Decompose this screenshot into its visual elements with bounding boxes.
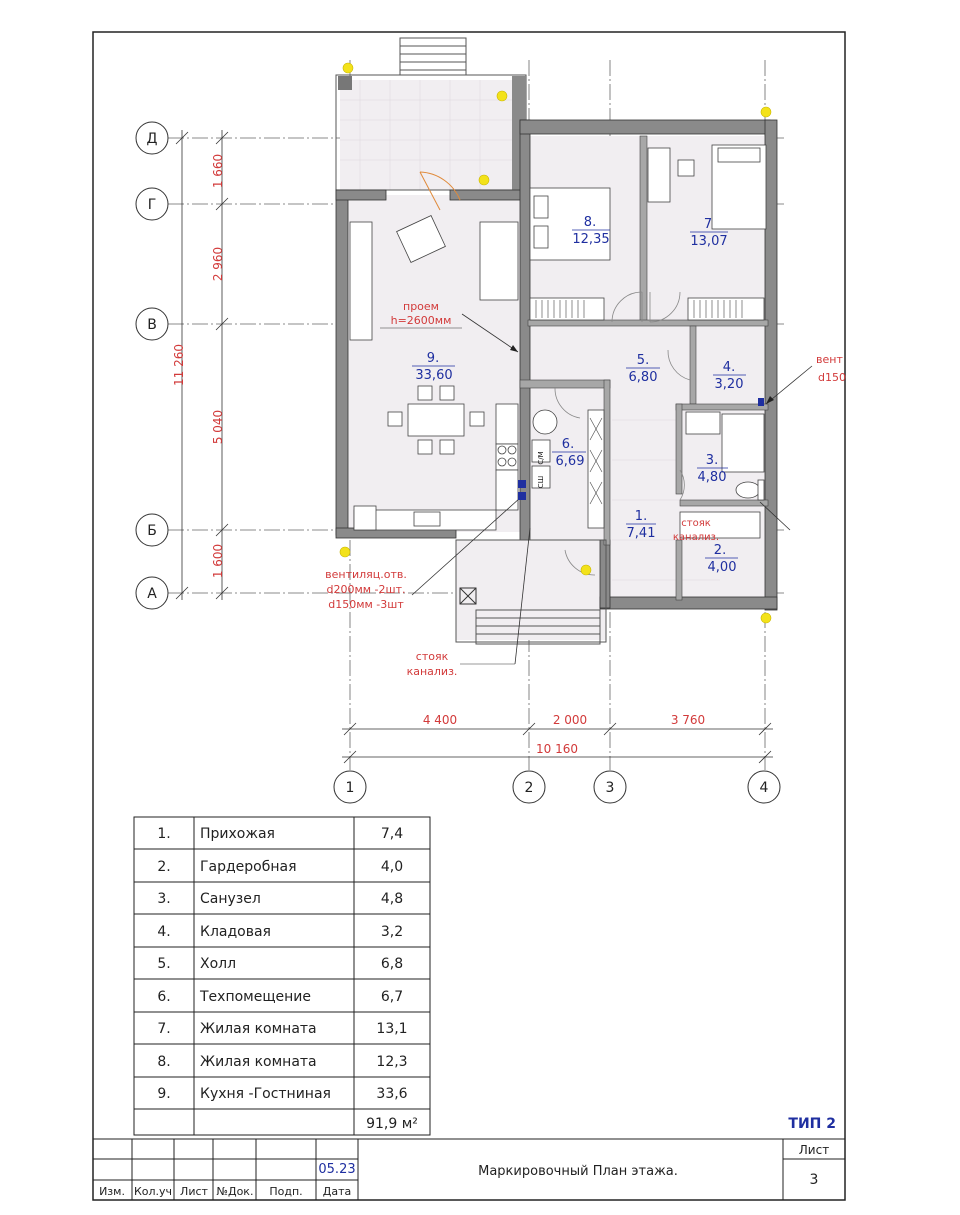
riser-note-line-2: канализ. [406,665,458,678]
schedule-row-3-area: 4,8 [380,891,404,907]
horizontal-dim-1: 4 400 [422,713,458,727]
opening-note-line-1: проем [403,300,439,313]
schedule-row-7-area: 13,1 [376,1021,408,1037]
axis-label-2: 2 [524,780,534,796]
terrace-column [338,76,352,90]
floor-fill [340,80,768,640]
riser-b-note-line-2: канализ. [672,532,720,543]
room-4-number: 4. [722,360,736,375]
date-value: 05.23 [318,1162,356,1177]
axis-label-a: А [147,586,157,602]
schedule-row-7-num: 7. [157,1021,171,1037]
schedule-row-9-area: 33,6 [376,1086,408,1102]
header-izm: Изм. [99,1185,125,1198]
type-label: ТИП 2 [788,1116,836,1132]
room-6-area: 6,69 [555,454,585,469]
schedule-row-1-area: 7,4 [380,826,404,842]
schedule-row-9-name: Кухня -Гостниная [200,1086,331,1102]
schedule-row-7-name: Жилая комната [200,1021,317,1037]
opening-note-line-2: h=2600мм [390,314,452,327]
room-7-number: 7 [703,217,713,232]
vent-note-line-1: вентиляц.отв. [325,568,407,581]
vent-note-line-3: d150мм -3шт [328,598,404,611]
vent-note-line-2: d200мм -2шт. [326,583,406,596]
vertical-dim-3: 5 040 [211,409,225,445]
schedule-row-8-name: Жилая комната [200,1054,317,1070]
washer-label: С/М [537,451,545,465]
room-9-number: 9. [426,351,440,366]
schedule-row-2-area: 4,0 [380,859,404,875]
room-2-area: 4,00 [707,560,737,575]
header-podp: Подп. [269,1185,303,1198]
vent-right-note-line-1: вент [816,353,843,366]
schedule-row-2-name: Гардеробная [200,859,297,875]
vertical-dim-4: 1 600 [211,543,225,579]
schedule-row-2-num: 2. [157,859,171,875]
vertical-total-dim: 11 260 [172,344,186,386]
axis-label-d: Д [146,131,158,147]
axis-label-g: Г [147,197,157,213]
sheet-label: Лист [798,1143,830,1157]
schedule-row-9-num: 9. [157,1086,171,1102]
room-5-area: 6,80 [628,370,658,385]
dryer-label: СШ [537,475,545,489]
room-1-number: 1. [634,509,648,524]
title-block-headers [99,1185,351,1198]
axis-label-v: В [147,317,157,333]
schedule-row-5-name: Холл [200,956,237,972]
room-2-number: 2. [713,543,727,558]
schedule-row-6-name: Техпомещение [200,989,312,1005]
room-3-number: 3. [705,453,719,468]
column-axis-markers [334,771,780,803]
riser-b-note-line-1: стояк [681,518,711,529]
schedule-row-8-num: 8. [157,1054,171,1070]
vertical-dim-1: 1 660 [211,153,225,189]
axis-label-3: 3 [605,780,615,796]
room-3-area: 4,80 [697,470,727,485]
horizontal-total-dim: 10 160 [536,742,578,756]
schedule-row-1-name: Прихожая [200,826,275,842]
schedule-row-6-num: 6. [157,989,171,1005]
vertical-dim-2: 2 960 [211,246,225,282]
axis-label-1: 1 [345,780,355,796]
horizontal-dim-2: 2 000 [552,713,588,727]
vent-right-note-line-2: d150 [818,371,846,384]
schedule-total-area: 91,9 м² [366,1116,418,1132]
header-kol-uch: Кол.уч [133,1185,173,1198]
header-list: Лист [180,1185,208,1198]
room-8-area: 12,35 [572,232,610,247]
sheet-number: 3 [809,1172,819,1188]
room-1-area: 7,41 [626,526,656,541]
room-4-area: 3,20 [714,377,744,392]
axis-label-4: 4 [759,780,769,796]
room-8-number: 8. [583,215,597,230]
schedule-row-3-num: 3. [157,891,171,907]
riser-note-line-1: стояк [415,650,449,663]
schedule-row-4-name: Кладовая [200,924,271,940]
schedule-row-6-area: 6,7 [380,989,404,1005]
header-data: Дата [322,1185,352,1198]
axis-label-b: Б [147,523,157,539]
room-9-area: 33,60 [415,368,453,383]
schedule-row-8-area: 12,3 [376,1054,408,1070]
header-n-dok: №Док. [216,1185,254,1198]
room-6-number: 6. [561,437,575,452]
schedule-row-3-name: Санузел [200,891,261,907]
drawing-title: Маркировочный План этажа. [478,1164,678,1179]
room-5-number: 5. [636,353,650,368]
room-7-area: 13,07 [690,234,728,249]
horizontal-dim-3: 3 760 [670,713,706,727]
schedule-row-4-area: 3,2 [380,924,404,940]
schedule-row-4-num: 4. [157,924,171,940]
schedule-row-5-num: 5. [157,956,171,972]
schedule-row-1-num: 1. [157,826,171,842]
schedule-row-5-area: 6,8 [380,956,404,972]
